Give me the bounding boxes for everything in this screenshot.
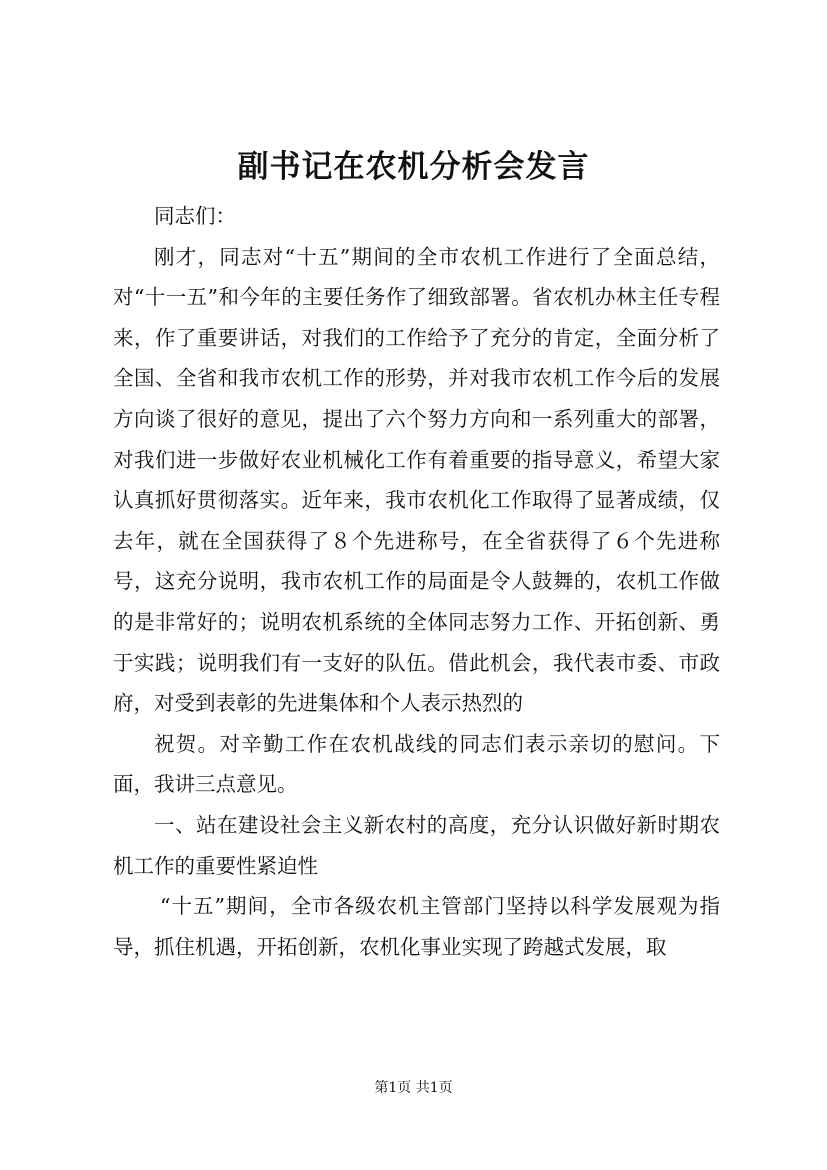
document-title: 副书记在农机分析会发言 [237, 149, 590, 185]
paragraph-3: “十五”期间，全市各级农机主管部门坚持以科学发展观为指导，抓住机遇，开拓创新，农机化事业实现了跨越式发展，取 [113, 894, 720, 959]
paragraph-2: 祝贺。对辛勤工作在农机战线的同志们表示亲切的慰问。下面，我讲三点意见。 [113, 731, 720, 797]
paragraph-1: 刚才，同志对“十五”期间的全市农机工作进行了全面总结，对“十一五”和今年的主要任务作了细致部署。省农机办林主任专程来，作了重要讲话，对我们的工作给予了充分的肯定，全面分析了全国、全省和我市农机工作的形势，并对我市农机工作今后的发展方向谈了很好的意见，提出了六个努力方向和一系列重大的部署，对我们进一步做好农业机械化工作有着重要的指导意义，希望大家认真抓好贯彻落实。近年来，我市农机化工作取得了显著成绩，仅去年，就在全国获得了８个先进称号，在全省获得了６个先进称号，这充分说明，我市农机工作的局面是令人鼓舞的，农机工作做的是非常好的；说明农机系统的全体同志努力工作、开拓创新、勇于实践；说明我们有一支好的队伍。借此机会，我代表市委、市政府，对受到表彰的先进集体和个人表示热烈的 [113, 244, 720, 716]
greeting: 同志们： [154, 204, 236, 228]
document-body [113, 196, 720, 967]
page-footer: 第1页 共1页 [374, 1080, 453, 1096]
section-heading-1: 一、站在建设社会主义新农村的高度，充分认识做好新时期农机工作的重要性紧迫性 [113, 812, 720, 878]
